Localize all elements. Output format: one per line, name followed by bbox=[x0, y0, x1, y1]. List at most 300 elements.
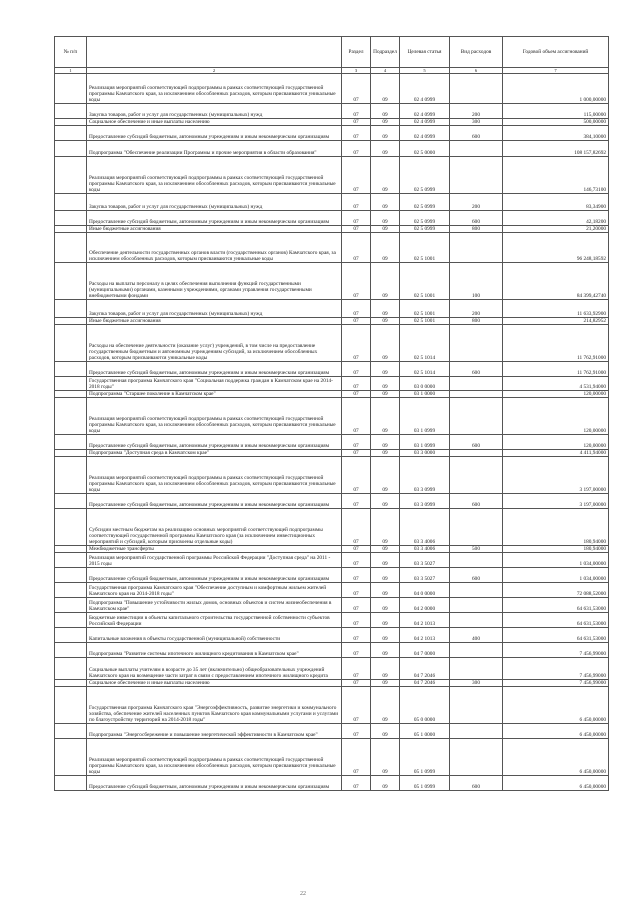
row-name-cell: Социальное обеспечение и иные выплаты населению bbox=[87, 119, 342, 126]
row-razdel-cell: 07 bbox=[342, 546, 371, 553]
row-article-cell: 03 0 0000 bbox=[400, 377, 450, 391]
col-index: 3 bbox=[342, 68, 371, 74]
row-vid-cell bbox=[450, 457, 503, 494]
row-num-cell bbox=[55, 377, 87, 391]
row-article-cell: 03 3 4006 bbox=[400, 509, 450, 546]
row-razdel-cell: 07 bbox=[342, 362, 371, 377]
row-podrazdel-cell: 09 bbox=[371, 724, 400, 739]
row-razdel-cell: 07 bbox=[342, 583, 371, 598]
table-row bbox=[55, 325, 609, 362]
row-razdel-cell: 07 bbox=[342, 553, 371, 568]
row-podrazdel-cell: 09 bbox=[371, 362, 400, 377]
row-name-cell: Реализация мероприятий соответствующей подпрограммы в рамках соответствующей государственной программы Камчатского края, за исключением обособленных расходов, которым присваиваются уникальные коды bbox=[87, 739, 342, 776]
row-razdel-cell: 07 bbox=[342, 226, 371, 233]
row-vid-cell bbox=[450, 687, 503, 724]
budget-table-page bbox=[54, 36, 608, 791]
row-num-cell bbox=[55, 598, 87, 613]
col-index: 5 bbox=[400, 68, 450, 74]
row-sum-cell: 11 633,92900 bbox=[503, 300, 609, 318]
row-sum-cell: 7 456,99000 bbox=[503, 680, 609, 687]
row-article-cell: 03 1 0000 bbox=[400, 391, 450, 398]
row-num-cell bbox=[55, 398, 87, 435]
row-num-cell bbox=[55, 119, 87, 126]
row-name-cell: Закупка товаров, работ и услуг для государственных (муниципальных) нужд bbox=[87, 104, 342, 119]
row-name-cell: Реализация мероприятий соответствующей подпрограммы в рамках соответствующей государственной программы Камчатского края, за исключением обособленных расходов, которым присваиваются уникальные коды bbox=[87, 398, 342, 435]
row-name-cell: Подпрограмма "Энергосбережение и повышение энергетической эффективности в Камчатском крае" bbox=[87, 724, 342, 739]
header-sum: Годовой объем ассигнований bbox=[503, 37, 609, 68]
row-name-cell: Реализация мероприятий государственной программы Российской Федерации "Доступная среда" на 2011 - 2015 годы bbox=[87, 553, 342, 568]
row-num-cell bbox=[55, 739, 87, 776]
row-article-cell: 02 5 0999 bbox=[400, 157, 450, 194]
row-article-cell: 03 3 0999 bbox=[400, 494, 450, 509]
table-row bbox=[55, 658, 609, 680]
row-name-cell: Подпрограмма "Развитие системы ипотечного жилищного кредитования в Камчатском крае" bbox=[87, 643, 342, 658]
row-article-cell: 03 3 0000 bbox=[400, 450, 450, 457]
row-sum-cell: 180,94000 bbox=[503, 546, 609, 553]
row-razdel-cell: 07 bbox=[342, 776, 371, 791]
row-num-cell bbox=[55, 325, 87, 362]
row-article-cell: 02 5 1001 bbox=[400, 233, 450, 263]
table-row bbox=[55, 687, 609, 724]
table-row bbox=[55, 457, 609, 494]
row-razdel-cell: 07 bbox=[342, 435, 371, 450]
row-razdel-cell: 07 bbox=[342, 450, 371, 457]
row-razdel-cell: 07 bbox=[342, 687, 371, 724]
row-sum-cell: 115,00000 bbox=[503, 104, 609, 119]
row-razdel-cell: 07 bbox=[342, 398, 371, 435]
row-vid-cell bbox=[450, 553, 503, 568]
row-num-cell bbox=[55, 141, 87, 157]
row-podrazdel-cell: 09 bbox=[371, 211, 400, 226]
row-podrazdel-cell: 09 bbox=[371, 318, 400, 325]
row-sum-cell: 3 197,00000 bbox=[503, 494, 609, 509]
row-vid-cell: 800 bbox=[450, 318, 503, 325]
row-podrazdel-cell: 09 bbox=[371, 776, 400, 791]
col-index: 6 bbox=[450, 68, 503, 74]
row-podrazdel-cell: 09 bbox=[371, 398, 400, 435]
table-row bbox=[55, 104, 609, 119]
row-name-cell: Предоставление субсидий бюджетным, автономным учреждениям и иным некоммерческим организациям bbox=[87, 126, 342, 141]
row-podrazdel-cell: 09 bbox=[371, 435, 400, 450]
row-sum-cell: 108 157,82692 bbox=[503, 141, 609, 157]
row-name-cell: Подпрограмма "Обеспечение реализации Программы и прочие мероприятия в области образования" bbox=[87, 141, 342, 157]
row-article-cell: 04 7 2046 bbox=[400, 680, 450, 687]
row-podrazdel-cell: 09 bbox=[371, 680, 400, 687]
row-num-cell bbox=[55, 776, 87, 791]
row-razdel-cell: 07 bbox=[342, 509, 371, 546]
row-name-cell: Государственная программа Камчатского края "Обеспечение доступным и комфортным жильем жителей Камчатского края на 2014-2018 годы" bbox=[87, 583, 342, 598]
row-razdel-cell: 07 bbox=[342, 157, 371, 194]
row-vid-cell: 600 bbox=[450, 776, 503, 791]
row-podrazdel-cell: 09 bbox=[371, 300, 400, 318]
row-razdel-cell: 07 bbox=[342, 318, 371, 325]
row-podrazdel-cell: 09 bbox=[371, 553, 400, 568]
row-sum-cell: 7 456,99000 bbox=[503, 643, 609, 658]
table-row bbox=[55, 628, 609, 643]
row-podrazdel-cell: 09 bbox=[371, 509, 400, 546]
row-name-cell: Закупка товаров, работ и услуг для государственных (муниципальных) нужд bbox=[87, 300, 342, 318]
table-row bbox=[55, 362, 609, 377]
table-row bbox=[55, 119, 609, 126]
table-row bbox=[55, 776, 609, 791]
row-razdel-cell: 07 bbox=[342, 74, 371, 104]
table-row bbox=[55, 211, 609, 226]
col-index: 1 bbox=[55, 68, 87, 74]
table-row bbox=[55, 300, 609, 318]
row-name-cell: Субсидии местным бюджетам на реализацию основных мероприятий соответствующей подпрограммы соответствующей государственной программы Камчатского края (за исключением инвестиционных мероприятий и субсидий, которым присвоены отдельные коды) bbox=[87, 509, 342, 546]
row-vid-cell bbox=[450, 509, 503, 546]
row-razdel-cell: 07 bbox=[342, 391, 371, 398]
row-num-cell bbox=[55, 553, 87, 568]
table-row bbox=[55, 74, 609, 104]
table-row bbox=[55, 226, 609, 233]
table-row bbox=[55, 157, 609, 194]
row-num-cell bbox=[55, 104, 87, 119]
page-number: 22 bbox=[300, 891, 306, 897]
col-index: 7 bbox=[503, 68, 609, 74]
row-razdel-cell: 07 bbox=[342, 628, 371, 643]
row-article-cell: 04 7 2046 bbox=[400, 658, 450, 680]
table-row bbox=[55, 739, 609, 776]
row-name-cell: Реализация мероприятий соответствующей подпрограммы в рамках соответствующей государственной программы Камчатского края, за исключением обособленных расходов, которым присваиваются уникальные коды bbox=[87, 74, 342, 104]
row-num-cell bbox=[55, 583, 87, 598]
row-razdel-cell: 07 bbox=[342, 325, 371, 362]
row-name-cell: Иные бюджетные ассигнования bbox=[87, 226, 342, 233]
row-podrazdel-cell: 09 bbox=[371, 391, 400, 398]
row-vid-cell bbox=[450, 583, 503, 598]
table-header bbox=[55, 37, 609, 74]
row-sum-cell: 1 034,00000 bbox=[503, 568, 609, 583]
row-podrazdel-cell: 09 bbox=[371, 628, 400, 643]
row-sum-cell: 214,82952 bbox=[503, 318, 609, 325]
table-row bbox=[55, 233, 609, 263]
row-podrazdel-cell: 09 bbox=[371, 157, 400, 194]
row-num-cell bbox=[55, 494, 87, 509]
row-vid-cell: 400 bbox=[450, 628, 503, 643]
row-num-cell bbox=[55, 628, 87, 643]
row-podrazdel-cell: 09 bbox=[371, 263, 400, 300]
row-article-cell: 05 1 0999 bbox=[400, 776, 450, 791]
row-name-cell: Предоставление субсидий бюджетным, автономным учреждениям и иным некоммерческим организациям bbox=[87, 568, 342, 583]
row-name-cell: Реализация мероприятий соответствующей подпрограммы в рамках соответствующей государственной программы Камчатского края, за исключением обособленных расходов, которым присваиваются уникальные коды bbox=[87, 157, 342, 194]
row-sum-cell: 72 088,52000 bbox=[503, 583, 609, 598]
row-sum-cell: 1 000,00000 bbox=[503, 74, 609, 104]
row-article-cell: 04 7 0000 bbox=[400, 643, 450, 658]
budget-table bbox=[54, 36, 609, 791]
row-vid-cell: 600 bbox=[450, 126, 503, 141]
row-num-cell bbox=[55, 450, 87, 457]
row-num-cell bbox=[55, 362, 87, 377]
row-podrazdel-cell: 09 bbox=[371, 457, 400, 494]
row-sum-cell: 96 248,18592 bbox=[503, 233, 609, 263]
row-podrazdel-cell: 09 bbox=[371, 233, 400, 263]
row-num-cell bbox=[55, 391, 87, 398]
row-article-cell: 02 5 1001 bbox=[400, 318, 450, 325]
row-razdel-cell: 07 bbox=[342, 233, 371, 263]
row-name-cell: Предоставление субсидий бюджетным, автономным учреждениям и иным некоммерческим организациям bbox=[87, 211, 342, 226]
row-razdel-cell: 07 bbox=[342, 141, 371, 157]
table-row bbox=[55, 494, 609, 509]
row-article-cell: 04 0 0000 bbox=[400, 583, 450, 598]
row-vid-cell bbox=[450, 398, 503, 435]
row-razdel-cell: 07 bbox=[342, 126, 371, 141]
row-article-cell: 03 1 0999 bbox=[400, 435, 450, 450]
row-num-cell bbox=[55, 233, 87, 263]
row-name-cell: Социальное обеспечение и иные выплаты населению bbox=[87, 680, 342, 687]
row-sum-cell: 4 411,94000 bbox=[503, 450, 609, 457]
row-num-cell bbox=[55, 194, 87, 211]
table-row bbox=[55, 126, 609, 141]
row-name-cell: Расходы на выплаты персоналу в целях обеспечения выполнения функций государственными (муниципальными) органами, казенными учреждениями, органами управления государственными внебюджетными фондами bbox=[87, 263, 342, 300]
row-razdel-cell: 07 bbox=[342, 643, 371, 658]
row-name-cell: Подпрограмма "Старшее поколение в Камчатском крае" bbox=[87, 391, 342, 398]
row-sum-cell: 42,18200 bbox=[503, 211, 609, 226]
row-razdel-cell: 07 bbox=[342, 680, 371, 687]
header-num: № п/п bbox=[55, 37, 87, 68]
row-article-cell: 03 3 4006 bbox=[400, 546, 450, 553]
table-row bbox=[55, 598, 609, 613]
row-podrazdel-cell: 09 bbox=[371, 568, 400, 583]
header-name bbox=[87, 37, 342, 68]
col-index: 4 bbox=[371, 68, 400, 74]
row-article-cell: 02 4 0999 bbox=[400, 126, 450, 141]
row-sum-cell: 500,00000 bbox=[503, 119, 609, 126]
row-sum-cell: 6 450,00000 bbox=[503, 776, 609, 791]
table-row bbox=[55, 263, 609, 300]
row-podrazdel-cell: 09 bbox=[371, 450, 400, 457]
row-name-cell: Предоставление субсидий бюджетным, автономным учреждениям и иным некоммерческим организациям bbox=[87, 362, 342, 377]
header-razdel: Раздел bbox=[342, 37, 371, 68]
row-num-cell bbox=[55, 568, 87, 583]
row-sum-cell: 384,10000 bbox=[503, 126, 609, 141]
row-num-cell bbox=[55, 435, 87, 450]
row-article-cell: 02 5 0999 bbox=[400, 211, 450, 226]
header-vid: Вид расходов bbox=[450, 37, 503, 68]
row-name-cell: Капитальные вложения в объекты государственной (муниципальной) собственности bbox=[87, 628, 342, 643]
row-sum-cell: 6 450,00000 bbox=[503, 724, 609, 739]
row-vid-cell bbox=[450, 141, 503, 157]
row-num-cell bbox=[55, 157, 87, 194]
row-vid-cell bbox=[450, 613, 503, 628]
row-vid-cell bbox=[450, 643, 503, 658]
row-vid-cell: 600 bbox=[450, 211, 503, 226]
row-sum-cell: 120,00000 bbox=[503, 398, 609, 435]
row-razdel-cell: 07 bbox=[342, 598, 371, 613]
row-name-cell: Государственная программа Камчатского края "Социальная поддержка граждан в Камчатском крае на 2014-2018 годы" bbox=[87, 377, 342, 391]
row-article-cell: 02 5 1014 bbox=[400, 362, 450, 377]
row-sum-cell: 3 197,00000 bbox=[503, 457, 609, 494]
row-sum-cell: 7 456,99000 bbox=[503, 658, 609, 680]
row-razdel-cell: 07 bbox=[342, 211, 371, 226]
row-article-cell: 02 4 0999 bbox=[400, 74, 450, 104]
table-row bbox=[55, 141, 609, 157]
table-row bbox=[55, 391, 609, 398]
row-razdel-cell: 07 bbox=[342, 194, 371, 211]
row-name-cell: Подпрограмма "Повышение устойчивости жилых домов, основных объектов и систем жизнеобеспечения в Камчатском крае" bbox=[87, 598, 342, 613]
row-num-cell bbox=[55, 126, 87, 141]
row-podrazdel-cell: 09 bbox=[371, 104, 400, 119]
row-razdel-cell: 07 bbox=[342, 377, 371, 391]
table-row bbox=[55, 643, 609, 658]
row-podrazdel-cell: 09 bbox=[371, 494, 400, 509]
row-razdel-cell: 07 bbox=[342, 658, 371, 680]
col-index: 2 bbox=[87, 68, 342, 74]
row-num-cell bbox=[55, 613, 87, 628]
row-article-cell: 02 5 0999 bbox=[400, 194, 450, 211]
row-article-cell: 03 3 5027 bbox=[400, 553, 450, 568]
row-vid-cell: 800 bbox=[450, 226, 503, 233]
table-row bbox=[55, 568, 609, 583]
row-article-cell: 03 1 0999 bbox=[400, 398, 450, 435]
table-row bbox=[55, 450, 609, 457]
row-vid-cell bbox=[450, 391, 503, 398]
header-article: Целевая статья bbox=[400, 37, 450, 68]
table-row bbox=[55, 553, 609, 568]
row-sum-cell: 120,00000 bbox=[503, 391, 609, 398]
row-sum-cell: 6 450,00000 bbox=[503, 687, 609, 724]
row-name-cell: Предоставление субсидий бюджетным, автономным учреждениям и иным некоммерческим организациям bbox=[87, 494, 342, 509]
row-podrazdel-cell: 09 bbox=[371, 325, 400, 362]
table-row bbox=[55, 377, 609, 391]
row-num-cell bbox=[55, 226, 87, 233]
row-name-cell: Предоставление субсидий бюджетным, автономным учреждениям и иным некоммерческим организациям bbox=[87, 435, 342, 450]
table-row bbox=[55, 680, 609, 687]
table-row bbox=[55, 398, 609, 435]
row-vid-cell: 300 bbox=[450, 680, 503, 687]
row-sum-cell: 11 762,91000 bbox=[503, 362, 609, 377]
table-row bbox=[55, 435, 609, 450]
row-num-cell bbox=[55, 509, 87, 546]
row-vid-cell: 300 bbox=[450, 119, 503, 126]
row-num-cell bbox=[55, 643, 87, 658]
row-vid-cell bbox=[450, 74, 503, 104]
row-razdel-cell: 07 bbox=[342, 300, 371, 318]
row-num-cell bbox=[55, 263, 87, 300]
row-num-cell bbox=[55, 74, 87, 104]
row-podrazdel-cell: 09 bbox=[371, 658, 400, 680]
row-podrazdel-cell: 09 bbox=[371, 119, 400, 126]
row-sum-cell: 84 399,42740 bbox=[503, 263, 609, 300]
row-article-cell: 02 4 0999 bbox=[400, 104, 450, 119]
row-article-cell: 02 4 0999 bbox=[400, 119, 450, 126]
row-name-cell: Межбюджетные трансферты bbox=[87, 546, 342, 553]
row-vid-cell: 200 bbox=[450, 104, 503, 119]
row-article-cell: 05 1 0999 bbox=[400, 739, 450, 776]
table-row bbox=[55, 613, 609, 628]
row-num-cell bbox=[55, 680, 87, 687]
row-razdel-cell: 07 bbox=[342, 613, 371, 628]
row-name-cell: Предоставление субсидий бюджетным, автономным учреждениям и иным некоммерческим организациям bbox=[87, 776, 342, 791]
row-article-cell: 05 0 0000 bbox=[400, 687, 450, 724]
table-row bbox=[55, 724, 609, 739]
row-vid-cell bbox=[450, 377, 503, 391]
row-podrazdel-cell: 09 bbox=[371, 739, 400, 776]
row-vid-cell bbox=[450, 658, 503, 680]
row-article-cell: 04 2 1013 bbox=[400, 628, 450, 643]
row-article-cell: 02 5 0000 bbox=[400, 141, 450, 157]
row-vid-cell bbox=[450, 739, 503, 776]
row-name-cell: Социальные выплаты учителям в возрасте до 35 лет (включительно) общеобразовательных учреждений Камчатского края на возмещение части затрат в связи с предоставлением ипотечного жилищного кредита bbox=[87, 658, 342, 680]
row-podrazdel-cell: 09 bbox=[371, 583, 400, 598]
row-sum-cell: 6 450,00000 bbox=[503, 739, 609, 776]
row-name-cell: Государственная программа Камчатского края "Энергоэффективность, развитие энергетики и коммунального хозяйства, обеспечение жителей населенных пунктов Камчатского края коммунальными услугами и услугами по благоустройству территорий на 2014-2018 годы" bbox=[87, 687, 342, 724]
row-num-cell bbox=[55, 318, 87, 325]
row-sum-cell: 1 034,00000 bbox=[503, 553, 609, 568]
row-podrazdel-cell: 09 bbox=[371, 226, 400, 233]
row-razdel-cell: 07 bbox=[342, 724, 371, 739]
row-vid-cell: 500 bbox=[450, 546, 503, 553]
row-num-cell bbox=[55, 546, 87, 553]
row-razdel-cell: 07 bbox=[342, 494, 371, 509]
row-vid-cell bbox=[450, 233, 503, 263]
row-sum-cell: 4 531,94000 bbox=[503, 377, 609, 391]
row-sum-cell: 120,00000 bbox=[503, 435, 609, 450]
row-vid-cell bbox=[450, 724, 503, 739]
row-podrazdel-cell: 09 bbox=[371, 643, 400, 658]
row-name-cell: Подпрограмма "Доступная среда в Камчатском крае" bbox=[87, 450, 342, 457]
row-article-cell: 04 2 1013 bbox=[400, 613, 450, 628]
row-vid-cell: 100 bbox=[450, 263, 503, 300]
row-sum-cell: 64 631,53000 bbox=[503, 628, 609, 643]
row-podrazdel-cell: 09 bbox=[371, 141, 400, 157]
row-razdel-cell: 07 bbox=[342, 568, 371, 583]
table-body bbox=[55, 74, 609, 791]
row-article-cell: 03 3 0999 bbox=[400, 457, 450, 494]
row-num-cell bbox=[55, 457, 87, 494]
row-vid-cell bbox=[450, 325, 503, 362]
row-sum-cell: 64 631,53000 bbox=[503, 613, 609, 628]
table-row bbox=[55, 509, 609, 546]
row-podrazdel-cell: 09 bbox=[371, 194, 400, 211]
row-name-cell: Закупка товаров, работ и услуг для государственных (муниципальных) нужд bbox=[87, 194, 342, 211]
row-name-cell: Бюджетные инвестиции в объекты капитального строительства государственной собственности субъектов Российской Федерации bbox=[87, 613, 342, 628]
row-podrazdel-cell: 09 bbox=[371, 598, 400, 613]
row-sum-cell: 146,73100 bbox=[503, 157, 609, 194]
row-razdel-cell: 07 bbox=[342, 263, 371, 300]
row-num-cell bbox=[55, 300, 87, 318]
row-num-cell bbox=[55, 658, 87, 680]
row-sum-cell: 21,20000 bbox=[503, 226, 609, 233]
row-podrazdel-cell: 09 bbox=[371, 687, 400, 724]
row-vid-cell: 600 bbox=[450, 494, 503, 509]
row-sum-cell: 180,94000 bbox=[503, 509, 609, 546]
row-article-cell: 05 1 0000 bbox=[400, 724, 450, 739]
row-sum-cell: 83,34900 bbox=[503, 194, 609, 211]
row-article-cell: 03 3 5027 bbox=[400, 568, 450, 583]
row-name-cell: Обеспечение деятельности государственных органов власти (государственных органов) Камчатского края, за исключением обособленных расходов, которым присваиваются уникальные коды bbox=[87, 233, 342, 263]
row-article-cell: 02 5 0999 bbox=[400, 226, 450, 233]
row-vid-cell: 600 bbox=[450, 435, 503, 450]
row-article-cell: 02 5 1014 bbox=[400, 325, 450, 362]
row-sum-cell: 11 762,91000 bbox=[503, 325, 609, 362]
row-num-cell bbox=[55, 724, 87, 739]
row-num-cell bbox=[55, 211, 87, 226]
row-razdel-cell: 07 bbox=[342, 739, 371, 776]
row-article-cell: 04 2 0000 bbox=[400, 598, 450, 613]
row-article-cell: 02 5 1001 bbox=[400, 263, 450, 300]
row-razdel-cell: 07 bbox=[342, 457, 371, 494]
row-vid-cell: 600 bbox=[450, 362, 503, 377]
row-sum-cell: 64 631,53000 bbox=[503, 598, 609, 613]
row-num-cell bbox=[55, 687, 87, 724]
table-row bbox=[55, 318, 609, 325]
row-podrazdel-cell: 09 bbox=[371, 74, 400, 104]
row-razdel-cell: 07 bbox=[342, 104, 371, 119]
row-podrazdel-cell: 09 bbox=[371, 613, 400, 628]
row-vid-cell bbox=[450, 450, 503, 457]
row-vid-cell bbox=[450, 157, 503, 194]
row-vid-cell bbox=[450, 598, 503, 613]
